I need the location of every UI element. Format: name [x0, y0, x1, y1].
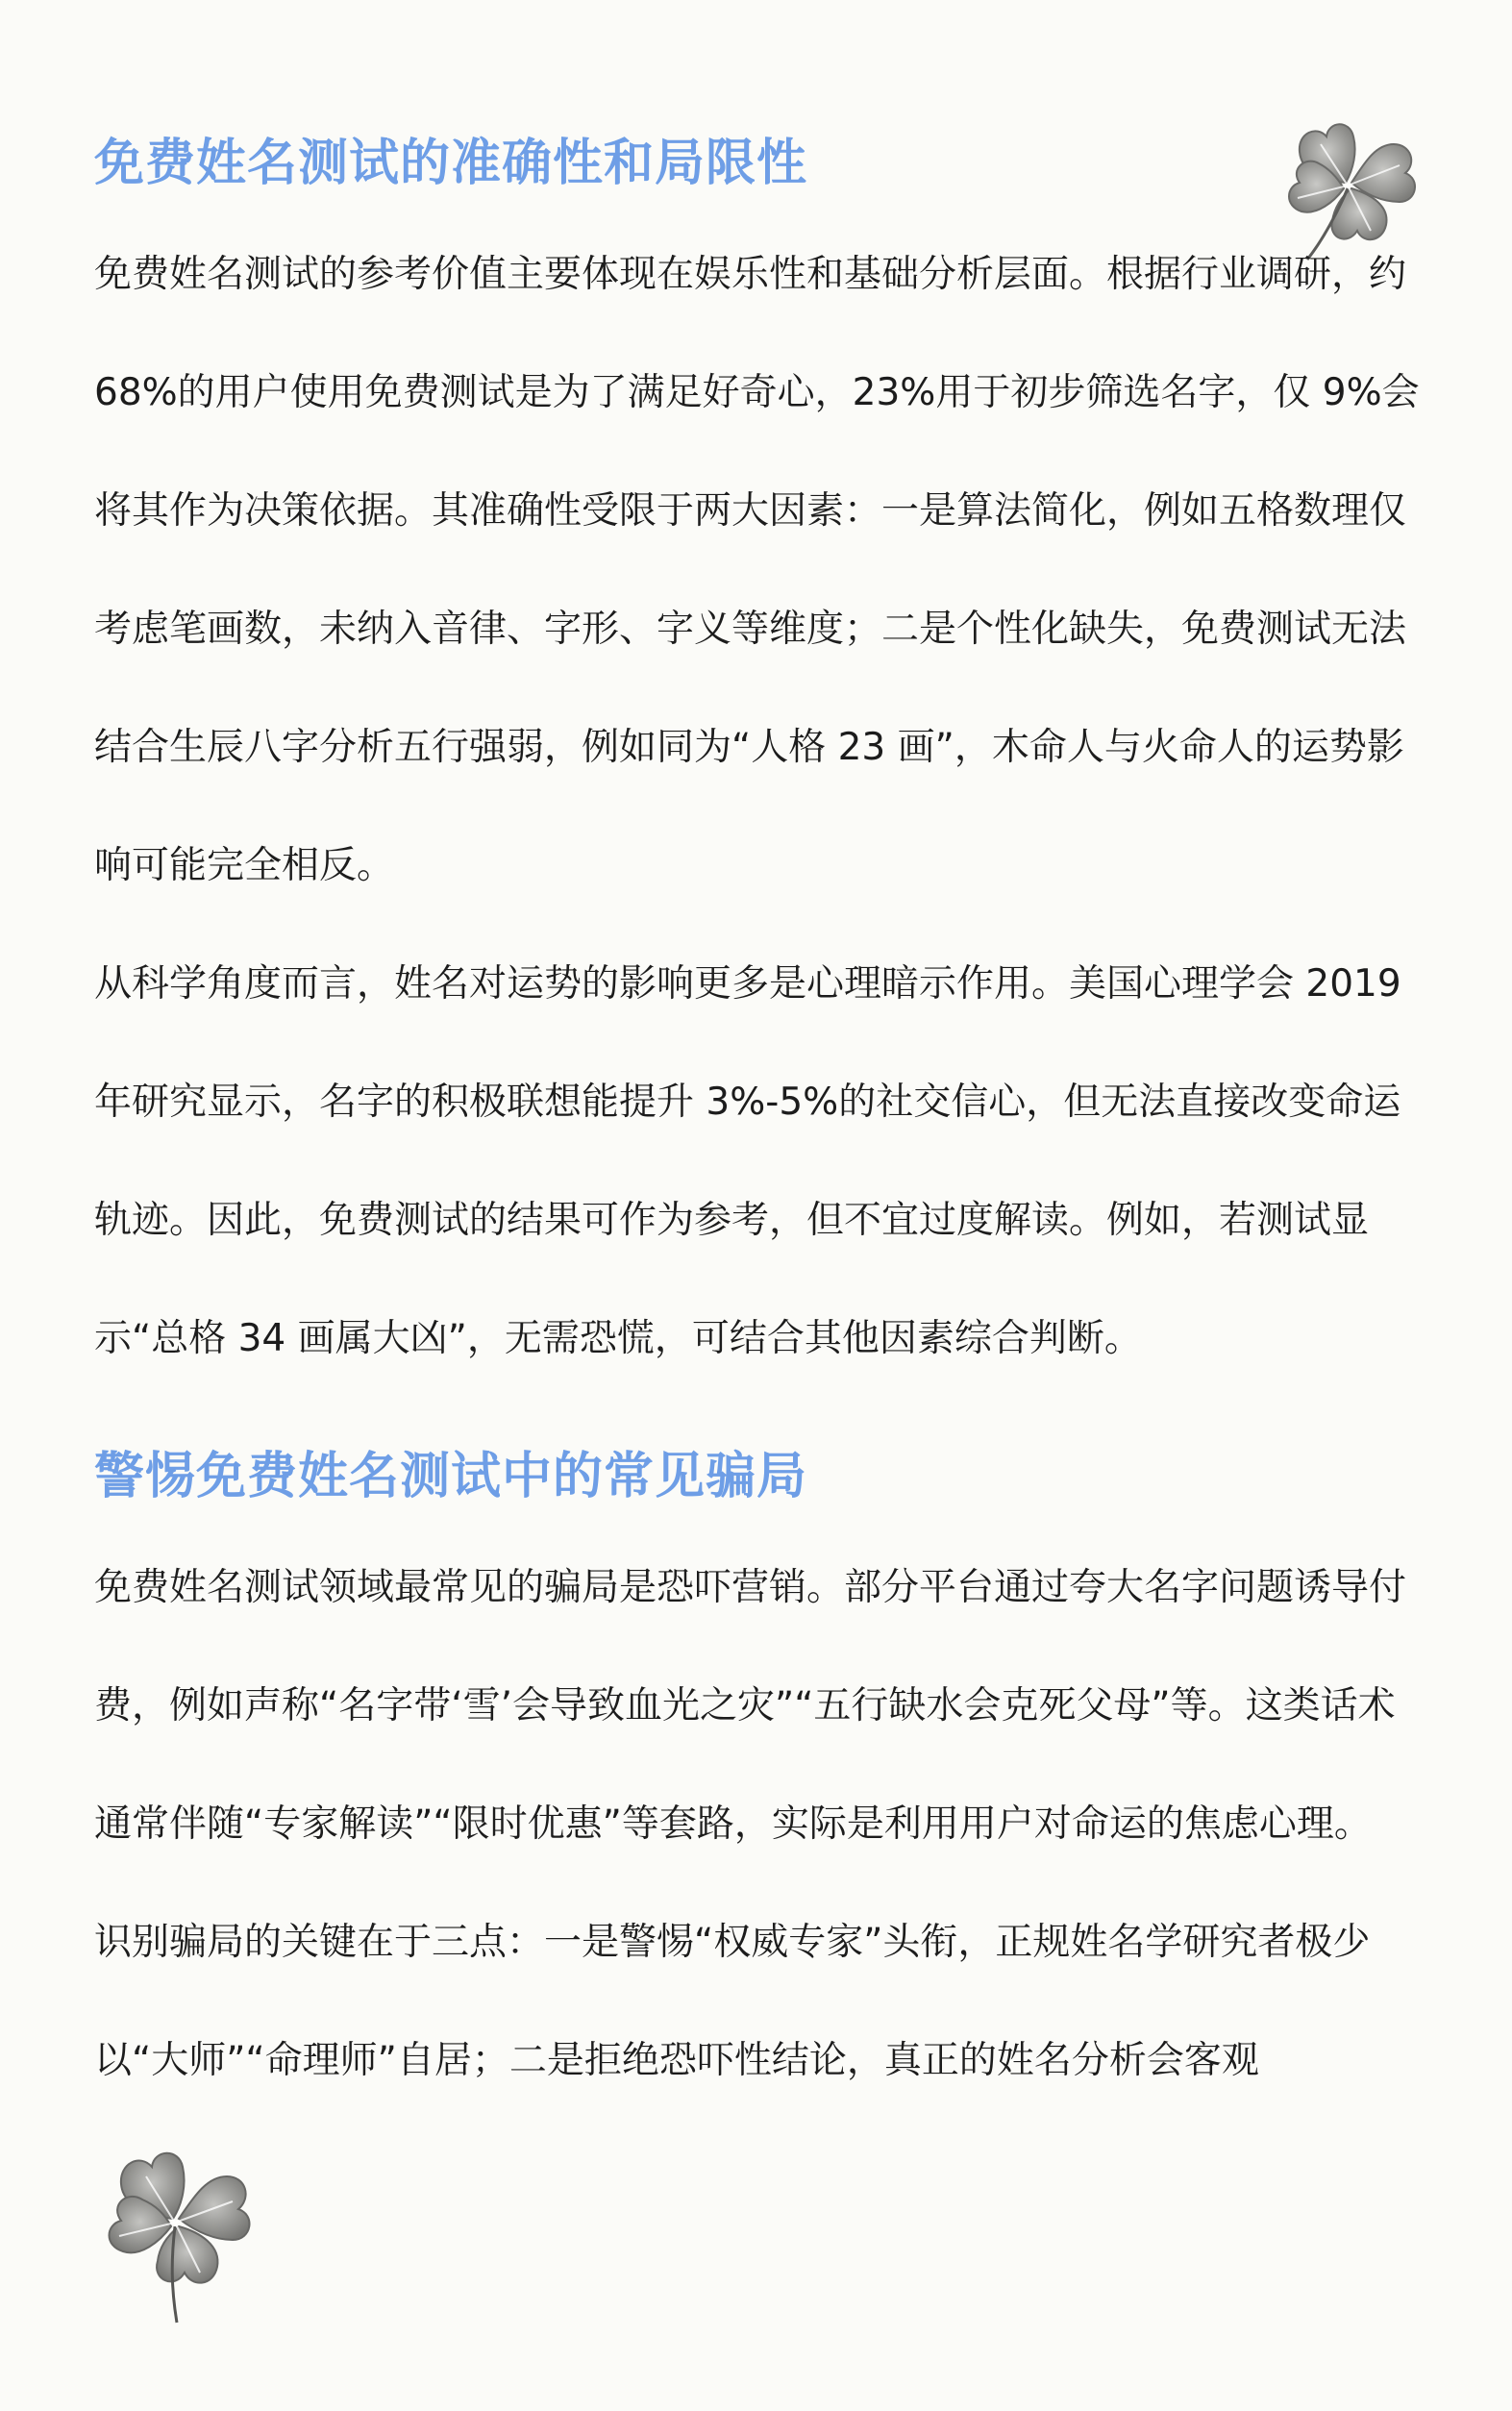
four-leaf-clover-icon [85, 2134, 267, 2326]
section-scams [94, 1429, 1421, 2120]
paragraph: 从科学角度而言，姓名对运势的影响更多是心理暗示作用。美国心理学会 2019 年研究显示，名字的积极联想能提升 3%-5%的社交信心，但无法直接改变命运轨迹。因此，免费测试的结果可作为参考，但不宜过度解读。例如，若测试显示“总格 34 画属大凶”，无需恐慌，可结合其他因素综合判断。 [94, 962, 1401, 1360]
section-accuracy [94, 115, 1421, 1398]
paragraph: 免费姓名测试领域最常见的骗局是恐吓营销。部分平台通过夸大名字问题诱导付费，例如声称“名字带‘雪’会导致血光之灾”“五行缺水会克死父母”等。这类话术通常伴随“专家解读”“限时优惠”等套路，实际是利用用户对命运的焦虑心理。 [94, 1566, 1407, 1846]
section-title: 免费姓名测试的准确性和局限性 [94, 135, 808, 192]
paragraph: 免费姓名测试的参考价值主要体现在娱乐性和基础分析层面。根据行业调研，约 68%的用户使用免费测试是为了满足好奇心，23%用于初步筛选名字，仅 9%会将其作为决策依据。其准确性受限于两大因素：一是算法简化，例如五格数理仅考虑笔画数，未纳入音律、字形、字义等维度；二是个性化缺失，免费测试无法结合生辰八字分析五行强弱，例如同为“人格 23 画”，木命人与火命人的运势影响可能完全相反。 [94, 253, 1420, 887]
section-title: 警惕免费姓名测试中的常见骗局 [94, 1448, 808, 1505]
article-content [94, 115, 1421, 2120]
paragraph: 识别骗局的关键在于三点：一是警惕“权威专家”头衔，正规姓名学研究者极少以“大师”“命理师”自居；二是拒绝恐吓性结论，真正的姓名分析会客观 [94, 1921, 1371, 2082]
